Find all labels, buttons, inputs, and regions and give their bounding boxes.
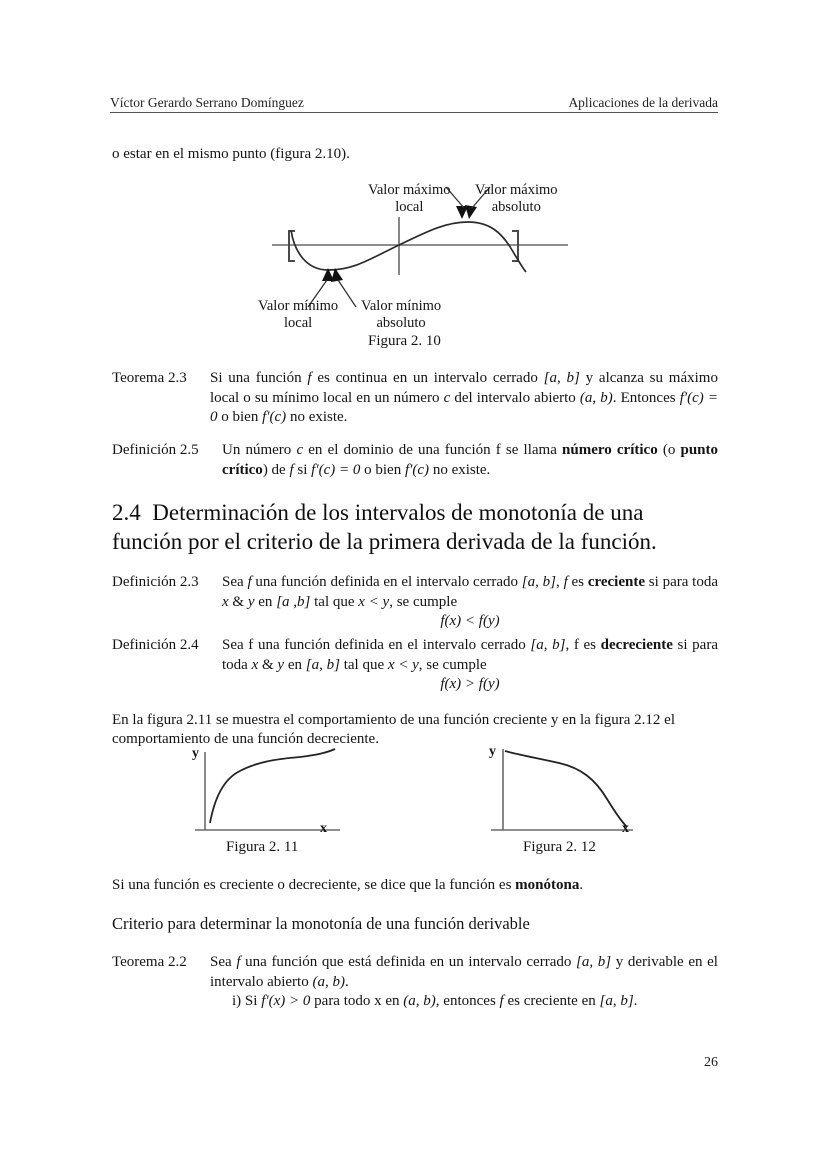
monotona-text-2: . <box>579 877 584 893</box>
page-number: 26 <box>704 1055 718 1070</box>
section-title-line2: función por el criterio de la primera derivada de la función. <box>112 529 657 554</box>
d24-s3: si para toda <box>222 637 718 673</box>
label-min-absolute-line1: Valor mínimo <box>361 298 442 314</box>
t23-s6: o bien <box>217 409 263 425</box>
t22-i3: , entonces <box>435 993 500 1009</box>
label-max-local-line1: Valor máximo <box>368 182 451 198</box>
teorema-2-3-tag: Teorema 2.3 <box>112 370 187 386</box>
d25-s6: o bien <box>360 461 405 478</box>
d23-f1: f <box>247 574 252 590</box>
figure-2-12-x-axis-label: x <box>622 821 629 836</box>
criterio-subheading: Criterio para determinar la monotonía de una función derivable <box>112 914 530 933</box>
teorema-2-2-item-i <box>210 992 718 1012</box>
d23-s1: Sea <box>222 574 248 590</box>
label-max-local <box>368 182 451 216</box>
section-title-line1: Determinación de los intervalos de monotonía de una <box>152 500 644 525</box>
d24-ineq: x < y <box>387 656 419 673</box>
section-number: 2.4 <box>112 500 141 525</box>
d23-ineq: x < y <box>358 593 390 610</box>
t22-iint: [a, b] <box>599 993 634 1009</box>
header-author: Víctor Gerardo Serrano Domínguez <box>110 95 304 110</box>
t22-s4: . <box>344 973 349 990</box>
d23-s7: en <box>254 593 277 610</box>
figures-intro-line1: En la figura 2.11 se muestra el comportamiento de una función creciente y en la figura 2.12 <box>112 712 661 728</box>
definicion-2-4-body <box>222 636 718 695</box>
label-max-local-line2: local <box>395 199 424 215</box>
t22-ieq: f′(x) > 0 <box>261 993 311 1009</box>
monotona-text-1: Si una función es creciente o decreciente, se dice que la función es <box>112 877 516 893</box>
d25-c: c <box>296 442 304 458</box>
d25-b2: punto crítico <box>222 442 719 478</box>
figure-2-12-y-axis-label: y <box>489 744 496 759</box>
t23-s3: y alcanza su máximo local o su mínimo local en un número <box>210 370 718 406</box>
t22-f1: f <box>236 954 241 970</box>
label-max-absolute-line2: absoluto <box>491 199 541 215</box>
d24-y: y <box>277 656 285 673</box>
d23-centered-eq: f(x) < f(y) <box>440 613 500 629</box>
t23-s5: . Entonces <box>612 389 680 406</box>
d23-int: [a, b] <box>521 574 557 590</box>
definicion-2-3 <box>112 573 718 632</box>
t23-s2: es continua en un intervalo cerrado <box>311 370 544 386</box>
figure-2-11-x-axis-label: x <box>320 821 327 836</box>
label-min-absolute-line2: absoluto <box>376 315 426 331</box>
t23-interval: [a, b] <box>543 370 580 386</box>
figure-2-12-caption: Figura 2. 12 <box>523 839 596 855</box>
t22-i2: para todo x en <box>310 993 404 1009</box>
d24-s5: en <box>284 656 306 673</box>
t22-s3: y derivable en el intervalo abierto <box>210 954 718 990</box>
intro-paragraph: o estar en el mismo punto (figura 2.10). <box>112 146 350 162</box>
figure-2-12 <box>485 745 640 840</box>
d25-s3: (o <box>657 442 681 458</box>
t22-int: [a, b] <box>576 954 612 970</box>
d23-s5: si para toda <box>645 574 718 590</box>
t23-s1: Si una función <box>210 370 308 386</box>
definicion-2-4-tag: Definición 2.4 <box>112 637 199 653</box>
t22-iopen: (a, b) <box>403 993 436 1009</box>
monotona-paragraph <box>112 876 718 895</box>
d25-eq2: f′(c) <box>404 461 430 478</box>
d23-s9: , se cumple <box>389 593 458 610</box>
page-header <box>110 95 718 113</box>
figure-2-12-svg <box>485 745 640 840</box>
label-max-absolute-line1: Valor máximo <box>475 182 558 198</box>
header-chapter: Aplicaciones de la derivada <box>568 95 718 110</box>
d25-s4: ) de <box>262 461 290 478</box>
d24-x: x <box>251 656 259 673</box>
d25-eq1: f′(c) = 0 <box>311 461 361 478</box>
t23-eq1: f′(c) = 0 <box>210 389 719 425</box>
d23-s2: una función definida en el intervalo cerrado <box>251 574 522 590</box>
d24-int: [a, b] <box>530 637 566 653</box>
figure-2-11-y-axis-label: y <box>192 746 199 761</box>
d24-centered-eq: f(x) > f(y) <box>440 676 500 692</box>
t22-open: (a, b) <box>312 973 345 990</box>
section-heading <box>112 498 718 556</box>
d25-f: f <box>289 461 294 478</box>
t22-i5: . <box>633 993 638 1009</box>
t22-if: f <box>499 993 504 1009</box>
definicion-2-5-tag: Definición 2.5 <box>112 442 199 458</box>
d23-y: y <box>247 593 255 610</box>
d24-int2: [a, b] <box>305 656 340 673</box>
t22-i1: i) Si <box>232 993 262 1009</box>
t23-cvar: c <box>443 389 451 406</box>
definicion-2-5-body <box>222 441 718 480</box>
d24-b: decreciente <box>600 637 673 653</box>
d23-s3: , <box>556 574 564 590</box>
d23-b: creciente <box>587 574 645 590</box>
teorema-2-3-body <box>210 369 718 428</box>
d23-x: x <box>222 593 229 610</box>
d25-s5: si <box>293 461 312 478</box>
definicion-2-5 <box>112 441 718 480</box>
d24-s6: tal que <box>339 656 388 673</box>
t23-f: f <box>307 370 312 386</box>
t23-open: (a, b) <box>579 389 613 406</box>
t23-s7: no existe. <box>286 409 348 425</box>
d24-s2: , f es <box>565 637 601 653</box>
d24-s7: , se cumple <box>418 656 487 673</box>
d23-s6: & <box>228 593 248 610</box>
figure-2-10-caption: Figura 2. 10 <box>368 333 441 349</box>
d25-s2: en el dominio de una función f se llama <box>303 442 563 458</box>
t22-s1: Sea <box>210 954 237 970</box>
d23-int2: [a ,b] <box>276 593 311 610</box>
label-max-absolute <box>475 182 558 216</box>
d25-s7: no existe. <box>429 461 491 478</box>
t23-s4: del intervalo abierto <box>450 389 580 406</box>
label-min-local-line1: Valor mínimo <box>258 298 339 314</box>
d23-f2: f <box>563 574 568 590</box>
d24-s1: Sea f una función definida en el intervalo cerrado <box>222 637 531 653</box>
teorema-2-2 <box>112 953 718 1012</box>
label-min-local-line2: local <box>283 315 313 331</box>
t22-s2: una función que está definida en un intervalo cerrado <box>240 954 577 970</box>
label-min-local <box>258 298 338 332</box>
t23-eq2: f′(c) <box>262 409 287 425</box>
definicion-2-3-tag: Definición 2.3 <box>112 574 199 590</box>
teorema-2-2-body <box>210 953 718 1012</box>
monotona-bold: monótona <box>515 877 580 893</box>
d25-b1: número crítico <box>562 442 658 458</box>
d25-s1: Un número <box>222 442 297 458</box>
figures-intro-line2: el comportamiento de una función decreciente. <box>112 712 675 747</box>
d23-s8: tal que <box>310 593 359 610</box>
d23-s4: es <box>567 574 588 590</box>
teorema-2-3 <box>112 369 718 428</box>
figure-2-11-caption: Figura 2. 11 <box>226 839 299 855</box>
label-min-absolute <box>361 298 441 332</box>
d24-s4: & <box>258 656 278 673</box>
figures-intro-paragraph <box>112 711 722 749</box>
definicion-2-4 <box>112 636 718 695</box>
definicion-2-3-body <box>222 573 718 632</box>
teorema-2-2-tag: Teorema 2.2 <box>112 954 187 970</box>
t22-i4: es creciente en <box>503 993 600 1009</box>
